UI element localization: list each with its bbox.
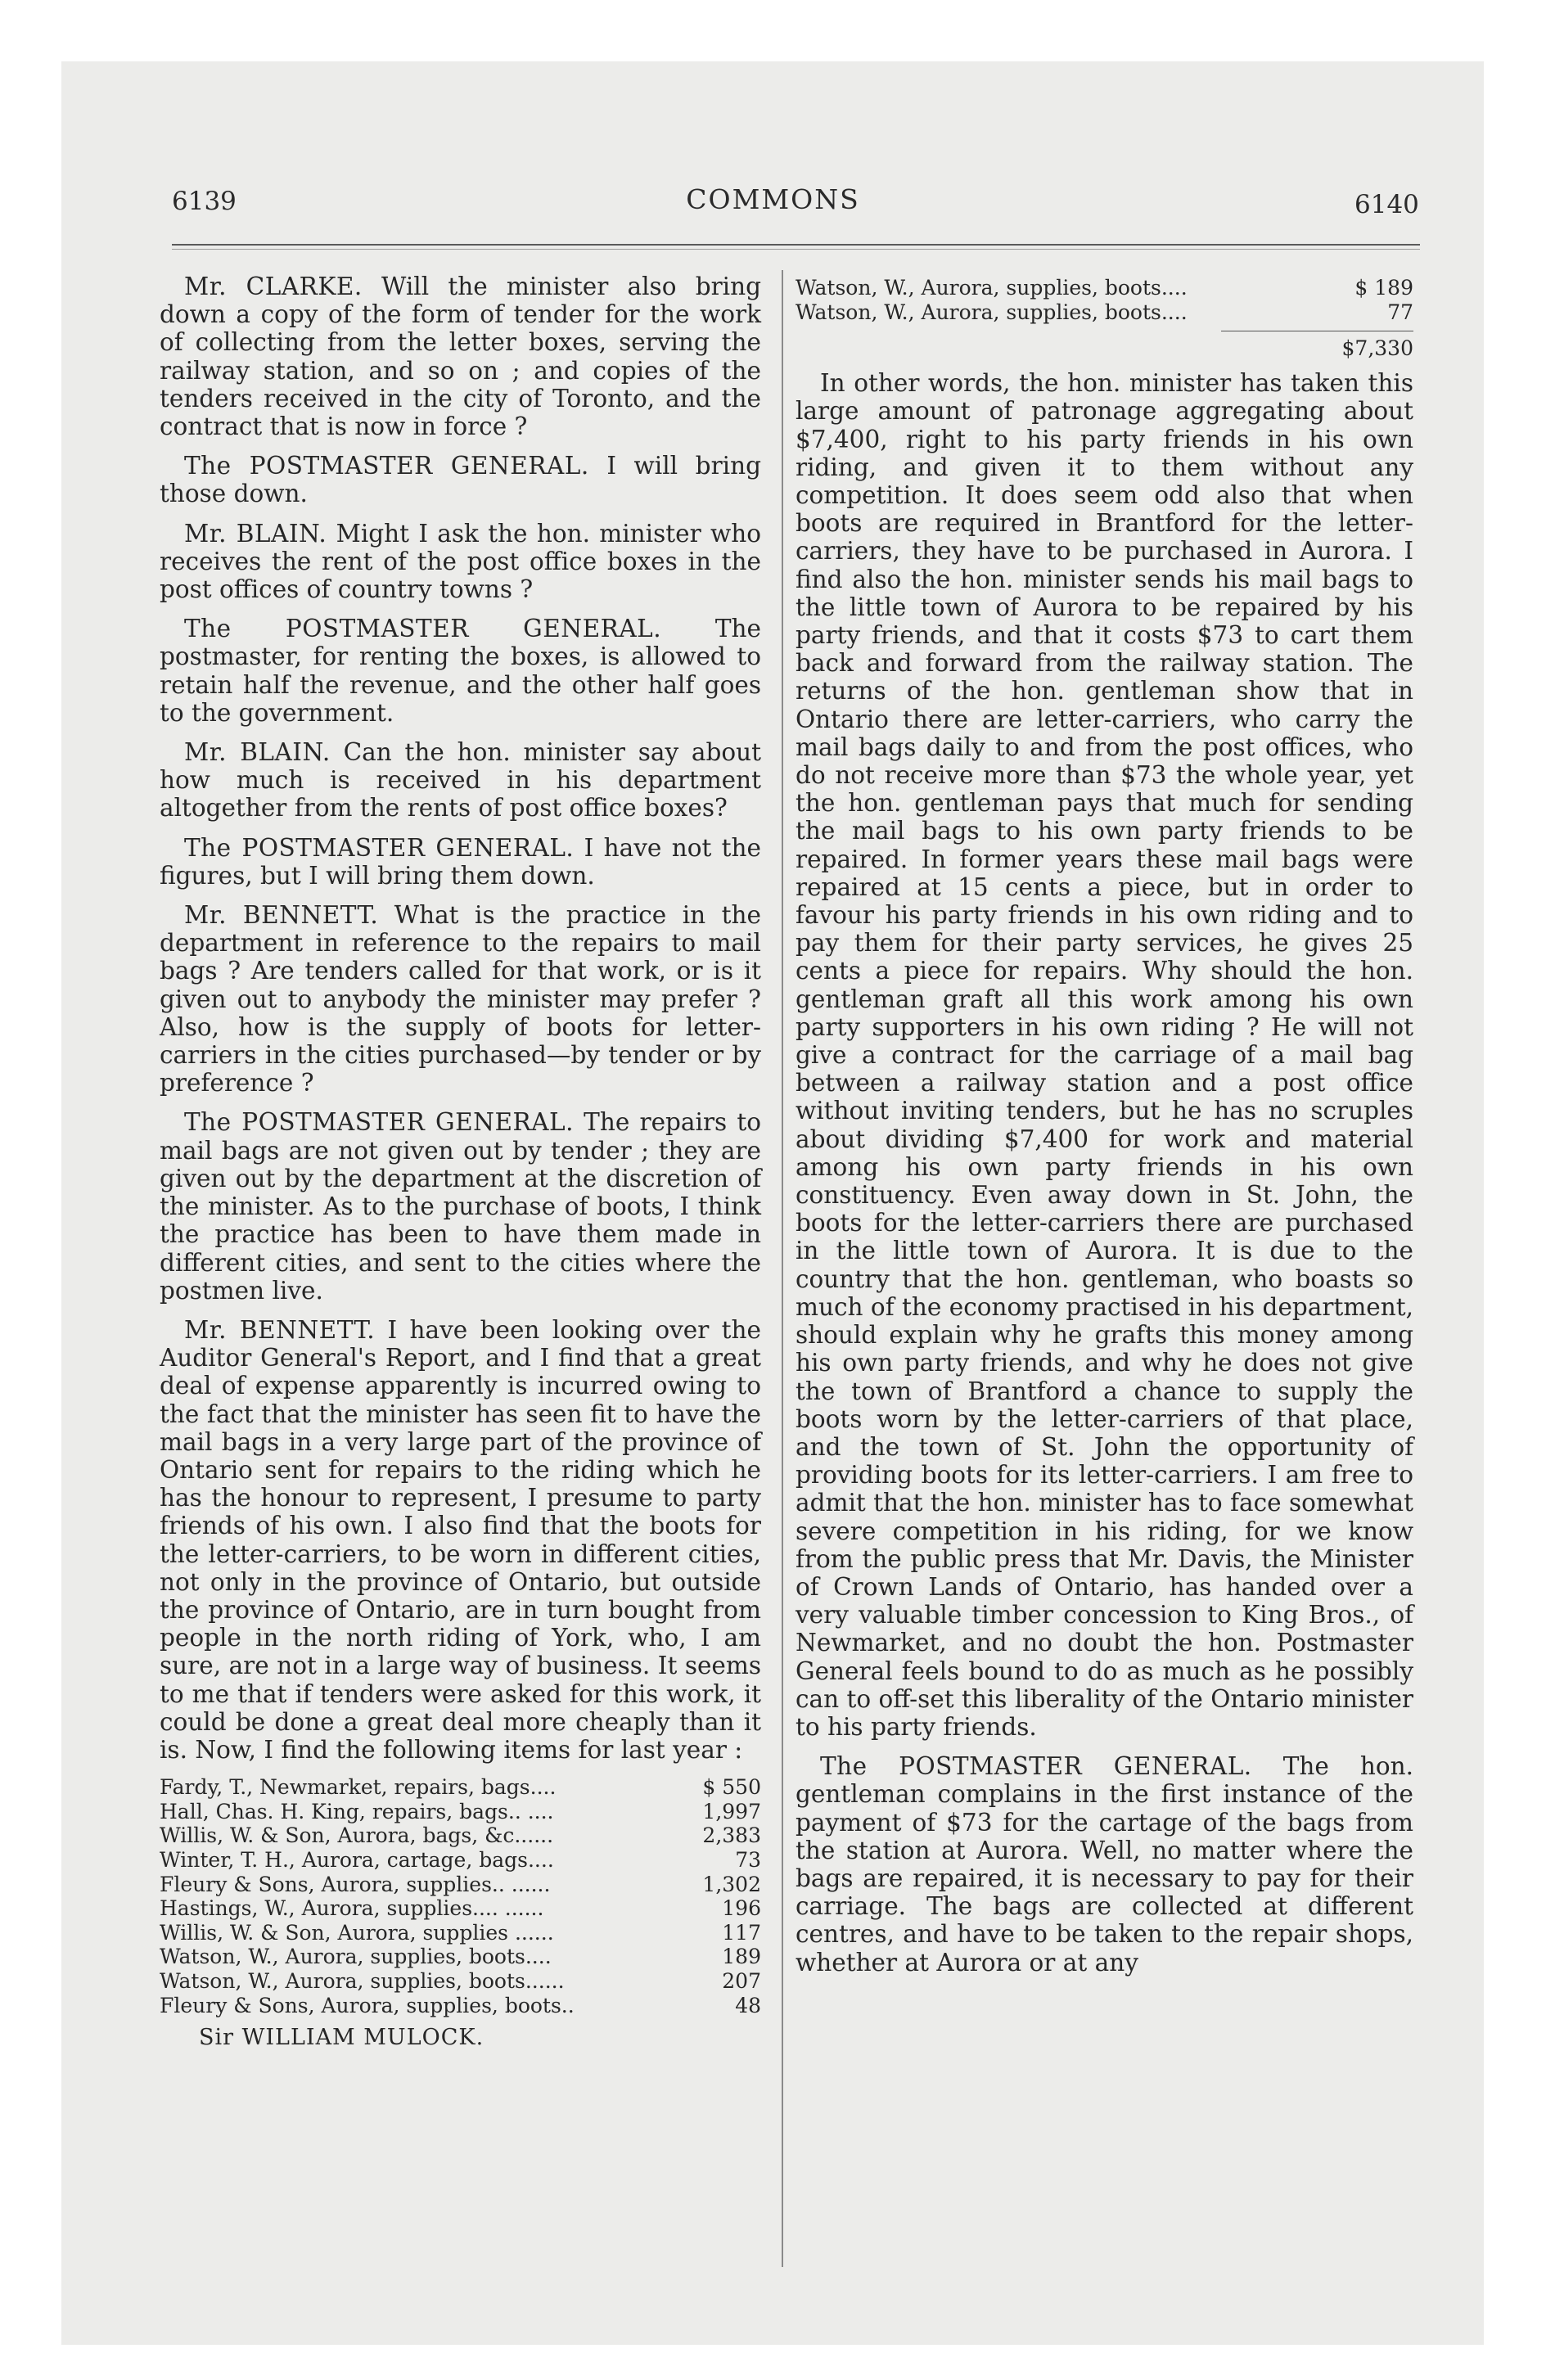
ledger-item: Winter, T. H., Aurora, cartage, bags.... [160, 1847, 554, 1872]
speech-paragraph [160, 273, 761, 440]
speech-text: I have not the figures, but I will bring them down. [160, 833, 761, 890]
ledger-amount: 1,302 [702, 1872, 761, 1896]
speaker-name: Mr. BLAIN. [184, 738, 331, 767]
ledger-item: Watson, W., Aurora, supplies, boots.... [160, 1945, 552, 1969]
left-column [160, 273, 761, 2052]
speaker-name: The POSTMASTER GENERAL. [184, 452, 589, 480]
right-page-number: 6140 [1354, 190, 1419, 219]
speaker-name: The POSTMASTER GENERAL. [184, 615, 662, 643]
ledger-item: Watson, W., Aurora, supplies, boots.... [796, 276, 1188, 300]
speech-paragraph [796, 1752, 1413, 1977]
ledger-row [160, 1800, 761, 1824]
speech-paragraph [160, 1316, 761, 1764]
ledger-amount: 2,383 [702, 1823, 761, 1848]
column-divider [782, 270, 783, 2267]
ledger-item: Watson, W., Aurora, supplies, boots.... [796, 300, 1188, 324]
speech-paragraph [160, 520, 761, 604]
speech-text: The hon. gentleman complains in the first instance of the payment of $73 for the cartage of the bags from the station at Aurora. Well, no matter where the bags are repaired, it is necessary to pay for their carriage. The bags are collected at different centres, and have to be taken to the repair shops, whether at Aurora or at any [796, 1752, 1413, 1977]
speech-text: In other words, the hon. minister has taken this large amount of patronage aggregating about $7,400, right to his party friends in his own riding, and given it to them without any competition. It does seem odd also that when boots are required in Brantford for the letter-carriers, they have to be purchased in Aurora. I find also the hon. minister sends his mail bags to the little town of Aurora to be repaired by his party friends, and that it costs $73 to cart them back and forward from the railway station. The returns of the hon. gentleman show that in Ontario there are letter-carriers, who carry the mail bags daily to and from the post offices, who do not receive more than $73 the whole year, yet the hon. gentleman pays that much for sending the mail bags to his own party friends to be repaired. In former years these mail bags were repaired at 15 cents a piece, but in order to favour his party friends in his own riding and to pay them for their party services, he gives 25 cents a piece for repairs. Why should the hon. gentleman graft all this work among his own party supporters in his own riding ? He will not give a contract for the carriage of a mail bag between a railway station and a post office without inviting tenders, but he has no scruples about dividing $7,400 for work and material among his own party friends in his own constituency. Even away down in St. John, the boots for the letter-carriers there are purchased in the little town of Aurora. It is due to the country that the hon. gentleman, who boasts so much of the economy practised in his department, should explain why he grafts this money among his own party friends, and why he does not give the town of Brantford a chance to supply the boots worn by the letter-carriers of that place, and the town of St. John the opportunity of providing boots for its letter-carriers. I am free to admit that the hon. minister has to face somewhat severe competition in his riding, for we know from the public press that Mr. Davis, the Minister of Crown Lands of Ontario, has handed over a very valuable timber concession to King Bros., of Newmarket, and no doubt the hon. Postmaster General feels bound to do as much as he possibly can to off-set this liberality of the Ontario minister to his party friends. [796, 369, 1413, 1741]
ledger-item: Fleury & Sons, Aurora, supplies.. ...... [160, 1872, 551, 1896]
speech-paragraph [160, 452, 761, 507]
speech-text: I have been looking over the Auditor General's Report, and I find that a great deal of expense apparently is incurred owing to the fact that the minister has seen fit to have the mail bags in a very large part of the province of Ontario sent for repairs to the riding which he has the honour to represent, I presume to party friends of his own. I also find that the boots for the letter-carriers, to be worn in different cities, not only in the province of Ontario, but outside the province of Ontario, are in turn bought from people in the north riding of York, who, I am sure, are not in a large way of business. It seems to me that if tenders were asked for this work, it could be done a great deal more cheaply than it is. Now, I find the following items for last year : [160, 1315, 761, 1764]
speech-paragraph [160, 901, 761, 1097]
speaker-name: Mr. CLARKE. [184, 273, 363, 300]
speaker-name: The POSTMASTER GENERAL. [184, 833, 575, 862]
ledger-amount: 1,997 [702, 1799, 761, 1823]
speech-text: The postmaster, for renting the boxes, is allowed to retain half the revenue, and the other half goes to the government. [160, 615, 761, 727]
speaker-name: Mr. BENNETT. [184, 1315, 376, 1344]
right-column [796, 273, 1413, 1988]
ledger-row [160, 1823, 761, 1848]
speech-text: I will bring those down. [160, 452, 761, 508]
speech-paragraph [160, 615, 761, 727]
speech-paragraph [160, 738, 761, 823]
ledger-row [160, 1873, 761, 1897]
next-speaker: Sir WILLIAM MULOCK. [199, 2025, 485, 2051]
page-title: COMMONS [686, 183, 860, 215]
ledger-item: Willis, W. & Son, Aurora, supplies ...... [160, 1920, 554, 1945]
ledger-total: $7,330 [1341, 336, 1413, 361]
speech-paragraph [160, 834, 761, 890]
ledger-amount: 77 [1387, 300, 1413, 324]
ledger-row [160, 1969, 761, 1994]
speech-text: What is the practice in the department in reference to the repairs to mail bags ? Are tenders called for that work, or is it given out to anybody the minister may prefer ? Also, how is the supply of boots for letter-carriers in the cities purchased—by tender or by preference ? [160, 901, 761, 1098]
speaker-name: Mr. BENNETT. [184, 901, 379, 930]
ledger-item: Fleury & Sons, Aurora, supplies, boots.. [160, 1993, 575, 2017]
speaker-name: The POSTMASTER GENERAL. [820, 1752, 1252, 1781]
ledger-row [160, 1896, 761, 1921]
speaker-name: The POSTMASTER GENERAL. [184, 1108, 574, 1137]
speech-paragraph [796, 369, 1413, 1741]
ledger-amount: 189 [722, 1945, 761, 1969]
ledger-row [160, 1994, 761, 2018]
ledger-item: Fardy, T., Newmarket, repairs, bags.... [160, 1775, 557, 1800]
ledger-amount: 48 [735, 1993, 761, 2017]
ledger-item: Willis, W. & Son, Aurora, bags, &c...... [160, 1823, 554, 1848]
expense-ledger-continued [796, 276, 1413, 324]
header-rule-secondary [172, 249, 1420, 250]
ledger-amount: $ 550 [702, 1775, 761, 1800]
ledger-amount: 196 [722, 1896, 761, 1921]
speech-text: The repairs to mail bags are not given out by tender ; they are given out by the department at the discretion of the minister. As to the purchase of boots, I think the practice has been to have them made in different cities, and sent to the cities where the postmen live. [160, 1108, 761, 1305]
ledger-row [796, 300, 1413, 325]
expense-ledger [160, 1775, 761, 2017]
speaker-name: Mr. BLAIN. [184, 519, 327, 548]
ledger-item: Watson, W., Aurora, supplies, boots...... [160, 1968, 565, 1993]
left-page-number: 6139 [172, 187, 237, 216]
ledger-item: Hastings, W., Aurora, supplies.... ...... [160, 1896, 544, 1921]
speech-text: Will the minister also bring down a copy of the form of tender for the work of collecting from the letter boxes, serving the railway station, and so on ; and copies of the tenders received in the city of Toronto, and the contract that is now in force ? [160, 273, 761, 441]
ledger-amount: 117 [722, 1920, 761, 1945]
speech-paragraph [160, 1108, 761, 1304]
speech-text: Can the hon. minister say about how much is received in his department altogether from the rents of post office boxes? [160, 738, 761, 823]
ledger-row [160, 1775, 761, 1800]
ledger-row [796, 276, 1413, 300]
ledger-amount: $ 189 [1354, 276, 1413, 300]
header-rule [172, 244, 1420, 246]
ledger-amount: 73 [735, 1847, 761, 1872]
ledger-row [160, 1921, 761, 1945]
ledger-item: Hall, Chas. H. King, repairs, bags.. .... [160, 1799, 554, 1823]
ledger-row [160, 1945, 761, 1969]
speech-text: Might I ask the hon. minister who receives the rent of the post office boxes in the post offices of country towns ? [160, 519, 761, 604]
ledger-amount: 207 [722, 1968, 761, 1993]
ledger-row [160, 1848, 761, 1873]
